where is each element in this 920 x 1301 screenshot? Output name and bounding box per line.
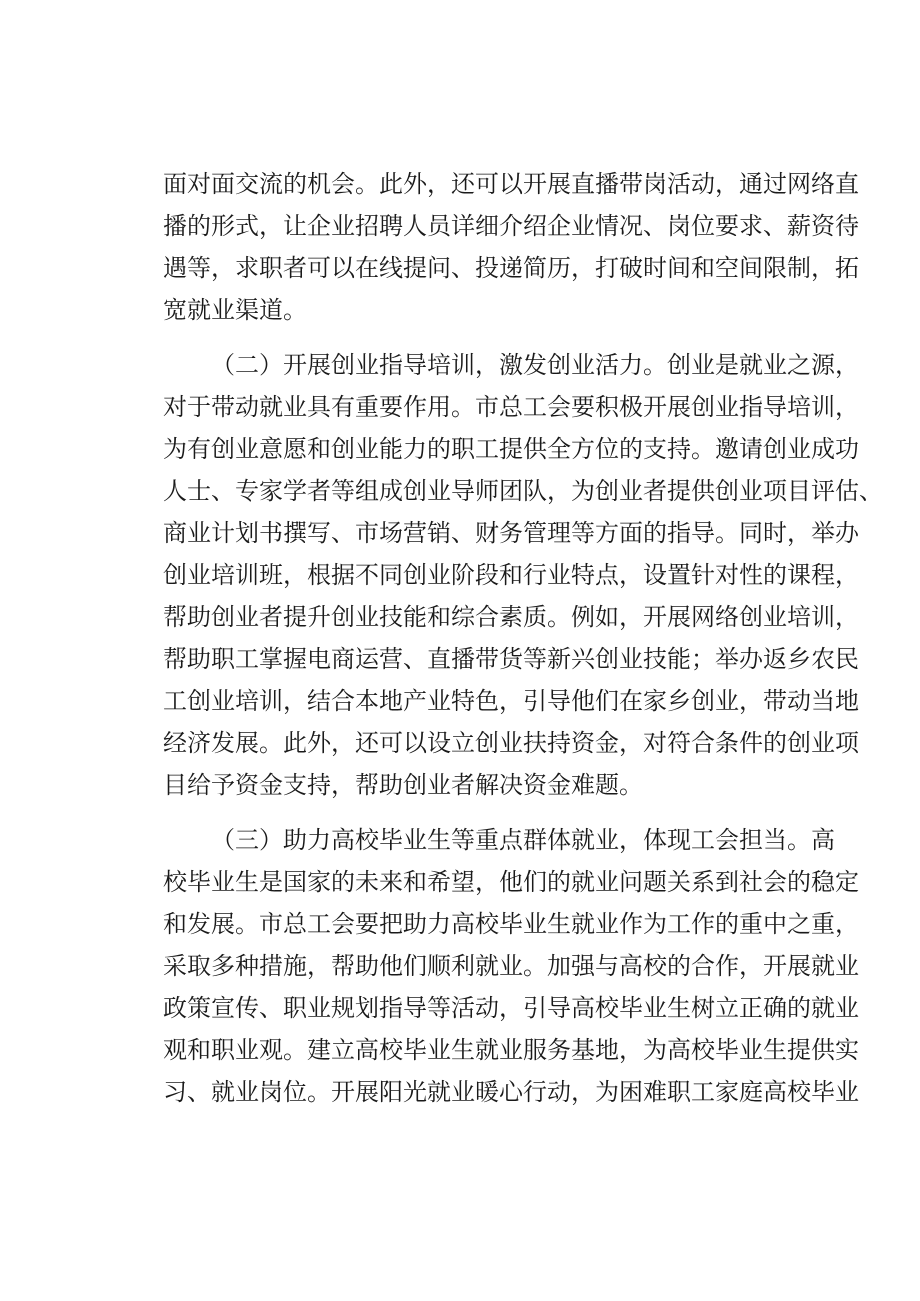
text-line: 商业计划书撰写、市场营销、财务管理等方面的指导。同时，举办 <box>163 519 859 547</box>
text-line: 遇等，求职者可以在线提问、投递简历，打破时间和空间限制，拓 <box>163 254 859 282</box>
text-line: 政策宣传、职业规划指导等活动，引导高校毕业生树立正确的就业 <box>163 994 859 1022</box>
text-line: 校毕业生是国家的未来和希望，他们的就业问题关系到社会的稳定 <box>163 868 859 896</box>
section-heading-2: （二）开展创业指导培训，激发创业活力。创业是就业之源， <box>211 351 859 379</box>
text-line: 帮助创业者提升创业技能和综合素质。例如，开展网络创业培训， <box>163 603 859 631</box>
text-line: 经济发展。此外，还可以设立创业扶持资金，对符合条件的创业项 <box>163 729 859 757</box>
text-line: 创业培训班，根据不同创业阶段和行业特点，设置针对性的课程， <box>163 561 859 589</box>
text-line: 观和职业观。建立高校毕业生就业服务基地，为高校毕业生提供实 <box>163 1036 859 1064</box>
text-line: 帮助职工掌握电商运营、直播带货等新兴创业技能；举办返乡农民 <box>163 645 859 673</box>
section-heading-3: （三）助力高校毕业生等重点群体就业，体现工会担当。高 <box>211 826 835 854</box>
text-line: 习、就业岗位。开展阳光就业暖心行动，为困难职工家庭高校毕业 <box>163 1078 859 1106</box>
text-line: 目给予资金支持，帮助创业者解决资金难题。 <box>163 771 643 799</box>
text-line: 为有创业意愿和创业能力的职工提供全方位的支持。邀请创业成功 <box>163 435 859 463</box>
text-line: 宽就业渠道。 <box>163 296 307 324</box>
text-line: 采取多种措施，帮助他们顺利就业。加强与高校的合作，开展就业 <box>163 952 859 980</box>
text-line: 和发展。市总工会要把助力高校毕业生就业作为工作的重中之重， <box>163 910 859 938</box>
text-line: 面对面交流的机会。此外，还可以开展直播带岗活动，通过网络直 <box>163 170 859 198</box>
text-line: 人士、专家学者等组成创业导师团队，为创业者提供创业项目评估、 <box>163 477 883 505</box>
text-line: 工创业培训，结合本地产业特色，引导他们在家乡创业，带动当地 <box>163 687 859 715</box>
text-line: 播的形式，让企业招聘人员详细介绍企业情况、岗位要求、薪资待 <box>163 212 859 240</box>
text-line: 对于带动就业具有重要作用。市总工会要积极开展创业指导培训， <box>163 393 859 421</box>
